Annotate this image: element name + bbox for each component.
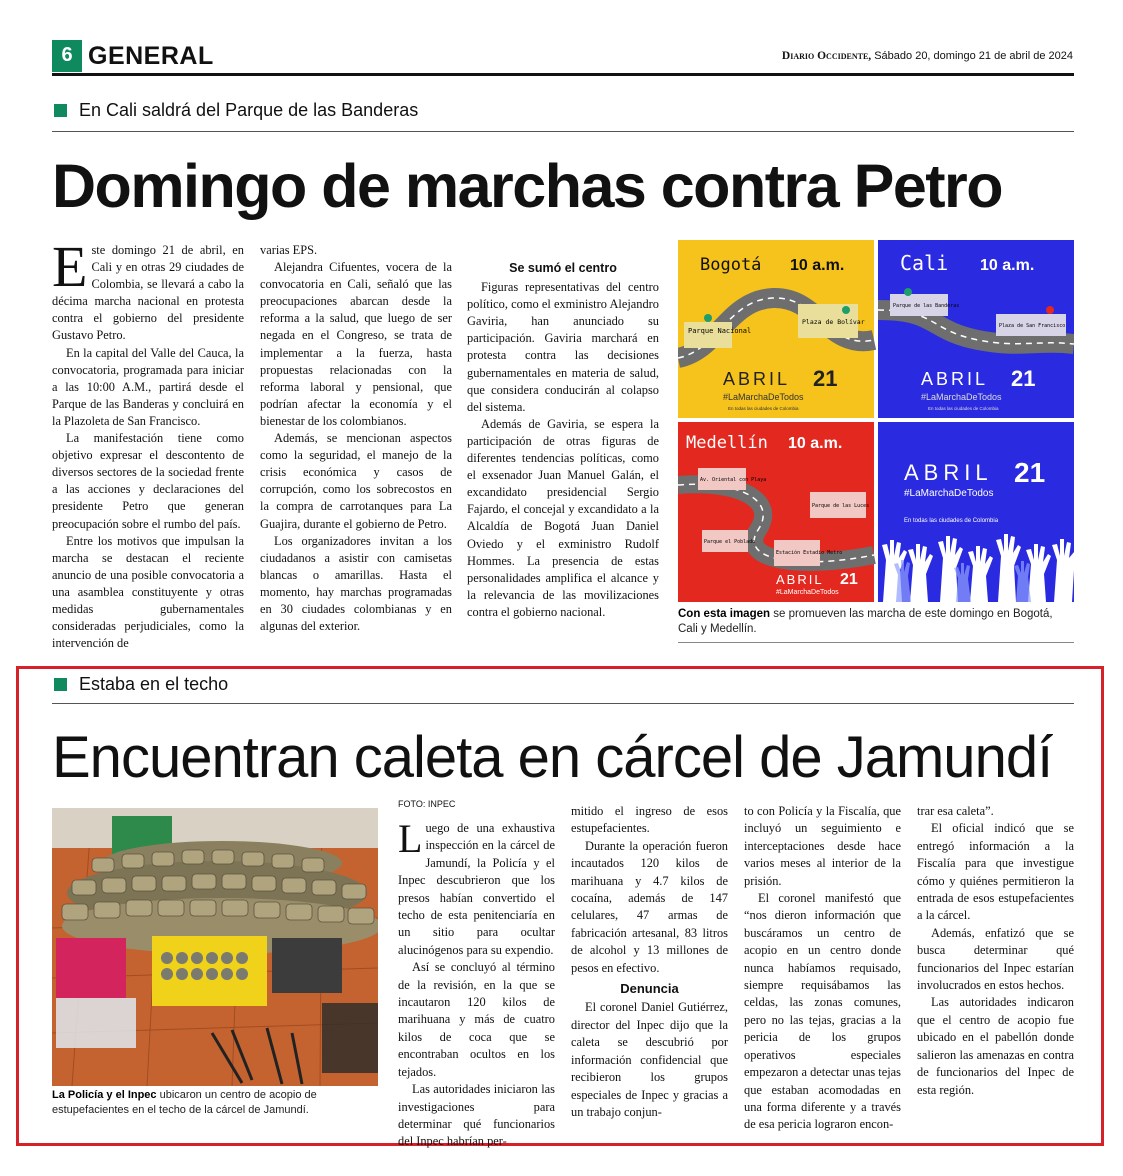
story2-para: El coronel manifestó que “nos dieron información que buscáramos un centro de acopio en un centro donde nunca habíamos requisado, siempre requisábamos las celdas, las zonas comunes, pero no las tejas, gracias a la pericia de los grupos operativos especiales empezaron a detectar unas tejas que estaban acomodadas en una forma diferente y a través de esa pericia lograron encon- bbox=[744, 891, 901, 1132]
poster-label: Parque de las Banderas bbox=[893, 303, 960, 309]
caption-lead: Con esta imagen bbox=[678, 608, 771, 620]
poster-hashtag: #LaMarchaDeTodos bbox=[776, 589, 839, 596]
story2-column-1 bbox=[398, 816, 555, 1151]
header-rule bbox=[52, 73, 1074, 76]
poster-city: Cali bbox=[900, 251, 949, 275]
caption-rule bbox=[678, 642, 1074, 643]
kicker-rule bbox=[52, 131, 1074, 132]
map-pin-icon bbox=[1046, 306, 1054, 314]
poster-city: Bogotá bbox=[700, 255, 762, 275]
red-crate bbox=[56, 938, 126, 998]
page-number: 6 bbox=[52, 40, 82, 72]
story1-kicker bbox=[54, 100, 418, 121]
story1-column-3 bbox=[467, 258, 659, 621]
story2-para: Además, enfatizó que se busca determinar qué funcionarios del Inpec estarían involucrados en estos hechos. bbox=[917, 925, 1074, 993]
story2-para: Durante la operación fueron incautados 120 kilos de marihuana y 4.7 kilos de cocaína, además de 147 celulares, 47 armas de fabricación artesanal, 83 litros de alcohol y 13 millones de pesos en efectivo. bbox=[571, 838, 728, 975]
story2-para: trar esa caleta”. bbox=[917, 804, 994, 818]
poster-label-box bbox=[684, 322, 732, 348]
story1-caption: Con esta imagen se promueven las marcha de este domingo en Bogotá, Cali y Medellín. bbox=[678, 608, 1053, 635]
story2-column-2 bbox=[571, 803, 728, 1121]
poster-day: 21 bbox=[813, 366, 838, 391]
seized-drugs-photo bbox=[52, 808, 378, 1086]
poster-day: 21 bbox=[1014, 457, 1046, 488]
bottles bbox=[56, 998, 136, 1048]
story2-headline: Encuentran caleta en cárcel de Jamundí bbox=[52, 725, 1053, 790]
poster-hashtag: #LaMarchaDeTodos bbox=[723, 392, 804, 402]
poster-cali bbox=[878, 240, 1074, 418]
story2-para: Luego de una exhaustiva inspección en la cárcel de Jamundí, la Policía y el Inpec descubrieron que los presos habían convertido el techo de esta penitenciaría en un sitio para ocultar alucinógenos para su expendio. bbox=[398, 816, 555, 957]
story1-para: En la capital del Valle del Cauca, la convocatoria, programada para iniciar a las 10:00 A.M., partirá desde el Parque de las Banderas y concluirá en la Plazoleta de San Francisco. bbox=[52, 345, 244, 428]
poster-label: Estación Estadio Metro bbox=[776, 550, 843, 556]
poster-tagline: En todas las ciudades de Colombia bbox=[904, 518, 999, 524]
story2-para: to con Policía y la Fiscalía, que incluyó un seguimiento e interceptaciones desde hace varios meses al interior de la prisión. bbox=[744, 804, 901, 888]
story1-headline: Domingo de marchas contra Petro bbox=[52, 152, 1003, 220]
poster-time: 10 a.m. bbox=[788, 435, 843, 452]
poster-medellin bbox=[678, 422, 874, 602]
story2-para: Las autoridades indicaron que el centro de acopio fue ubicado en el pabellón donde salieron las amenazas en contra de funcionarios del Inpec de esta región. bbox=[917, 995, 1074, 1097]
story2-column-3 bbox=[744, 803, 901, 1134]
march-poster bbox=[678, 240, 1074, 602]
story1-para: Entre los motivos que impulsan la marcha se destacan el reciente anuncio de una posible convocatoria a una asamblea constituyente y otras medidas gubernamentales consideradas perjudiciales, como la intervención de bbox=[52, 533, 244, 651]
story1-column-1 bbox=[52, 234, 244, 652]
story2-kicker bbox=[54, 674, 228, 695]
map-pin-icon bbox=[704, 314, 712, 322]
story1-para: Además, se mencionan aspectos como la seguridad, el manejo de la crisis económica y casos de corrupción, como los sobrecostos en la compra de carrotanques para La Guajira, durante el gobierno de Petro. bbox=[260, 431, 452, 531]
poster-hands bbox=[878, 422, 1074, 602]
story2-para: El coronel Daniel Gutiérrez, director del Inpec dijo que la caleta se descubrió por información confidencial que recibieron los grupos especiales de Inpec y gracias a un trabajo conjun- bbox=[571, 1000, 728, 1119]
poster-time: 10 a.m. bbox=[790, 257, 845, 274]
story2-para: Así se concluyó al término de la revisión, en la que se incautaron 120 kilos de marihuana y más de cuatro kilos de coca que se encontraban ocultos en los tejados. bbox=[398, 960, 555, 1079]
drop-cap: L bbox=[398, 816, 423, 861]
poster-label: Plaza de Bolívar bbox=[802, 318, 865, 326]
poster-time: 10 a.m. bbox=[980, 257, 1035, 274]
story2-para: Las autoridades iniciaron las investigaciones para determinar qué funcionarios del Inpec habrían per- bbox=[398, 1082, 555, 1149]
story1-para: Figuras representativas del centro político, como el exministro Alejandro Gaviria, han anunciado su participación. Gaviria marchará en protesta contra las decisiones gubernamentales en materia de salud, que considera conducirán al colapso del sistema. bbox=[467, 280, 659, 414]
story1-para: Este domingo 21 de abril, en Cali y en otras 29 ciudades de Colombia, se llevará a cabo la décima marcha nacional en protesta contra el gobierno del presidente Gustavo Petro. bbox=[52, 234, 244, 343]
map-pin-icon bbox=[842, 306, 850, 314]
poster-label: Av. Oriental con Playa bbox=[700, 477, 767, 483]
story1-column-2 bbox=[260, 242, 452, 635]
poster-tagline: En todas las ciudades de Colombia bbox=[728, 406, 799, 411]
poster-bogota bbox=[678, 240, 874, 418]
story1-para: Además de Gaviria, se espera la participación de otras figuras de diferentes tendencias políticas, como el exsenador Juan Manuel Galán, el excandidato presidencial Sergio Fajardo, el concejal y excandidato a la Alcaldía de Bogotá Juan Daniel Oviedo y el exministro Rudolf Hommes. La presencia de estas personalidades amplifica el alcance y la relevancia de las movilizaciones contra el gobierno nacional. bbox=[467, 416, 659, 619]
story2-para: mitido el ingreso de esos estupefacientes. bbox=[571, 804, 728, 836]
poster-abril: ABRIL bbox=[723, 369, 791, 389]
poster-hashtag: #LaMarchaDeTodos bbox=[904, 488, 994, 499]
poster-day: 21 bbox=[1011, 366, 1036, 391]
poster-tagline: En todas las ciudades de Colombia bbox=[928, 406, 999, 411]
poster-label: Parque Nacional bbox=[688, 327, 752, 335]
poster-day: 21 bbox=[840, 571, 858, 588]
caption-lead: La Policía y el Inpec bbox=[52, 1089, 157, 1101]
kicker-square-icon bbox=[54, 104, 67, 117]
poster-abril: ABRIL bbox=[921, 369, 989, 389]
poster-hashtag: #LaMarchaDeTodos bbox=[921, 392, 1002, 402]
story2-subhead: Denuncia bbox=[620, 981, 679, 997]
story2-kicker-text: Estaba en el techo bbox=[79, 674, 229, 694]
story2-column-4 bbox=[917, 803, 1074, 1099]
section-title: GENERAL bbox=[88, 42, 214, 70]
poster-label: Parque el Poblado bbox=[704, 539, 756, 545]
bag bbox=[322, 1003, 378, 1073]
paper-name: Diario Occidente, bbox=[781, 50, 872, 62]
story2-caption: La Policía y el Inpec ubicaron un centro de acopio de estupefacientes en el techo de la cárcel de Jamundí. bbox=[52, 1089, 317, 1116]
issue-date: Sábado 20, domingo 21 de abril de 2024 bbox=[874, 50, 1073, 62]
drop-cap: E bbox=[52, 234, 88, 299]
story1-para: Los organizadores invitan a los ciudadanos a asistir con camisetas blancas o amarillas. Hasta el momento, hay marchas programadas en 30 ciudades colombianas y en algunas del exterior. bbox=[260, 533, 452, 634]
photo-credit: FOTO: INPEC bbox=[398, 799, 456, 809]
story1-para: La manifestación tiene como objetivo expresar el descontento de diversos sectores de la sociedad frente a las acciones y declaraciones del presidente Petro que generan preocupación sobre el rumbo del país. bbox=[52, 431, 244, 531]
kicker-rule bbox=[52, 703, 1074, 704]
dateline bbox=[782, 50, 1073, 62]
poster-label: Parque de las Luces bbox=[812, 503, 870, 509]
story1-para: Alejandra Cifuentes, vocera de la convocatoria en Cali, señaló que las preocupaciones abarcan desde la reforma a la salud, que luego de ser negada en el Congreso, se trata de implementar a la fuerza, hasta propuestas relacionadas con la reforma laboral y pensional, que podrían afectar la economía y el bienestar de los colombianos. bbox=[260, 260, 452, 428]
story1-kicker-text: En Cali saldrá del Parque de las Banderas bbox=[79, 100, 419, 120]
story2-para: El oficial indicó que se entregó información a la Fiscalía para que investigue cómo y quiénes permitieron la entrada de esos estupefacientes a la cárcel. bbox=[917, 821, 1074, 923]
poster-abril: ABRIL bbox=[904, 460, 993, 485]
poster-label: Plaza de San Francisco bbox=[999, 323, 1066, 329]
map-pin-icon bbox=[904, 288, 912, 296]
phones-pile bbox=[272, 938, 342, 993]
kicker-square-icon bbox=[54, 678, 67, 691]
story1-subhead: Se sumó el centro bbox=[509, 261, 617, 275]
poster-city: Medellín bbox=[686, 433, 768, 453]
poster-abril: ABRIL bbox=[776, 572, 824, 587]
story1-para: varias EPS. bbox=[260, 243, 318, 257]
